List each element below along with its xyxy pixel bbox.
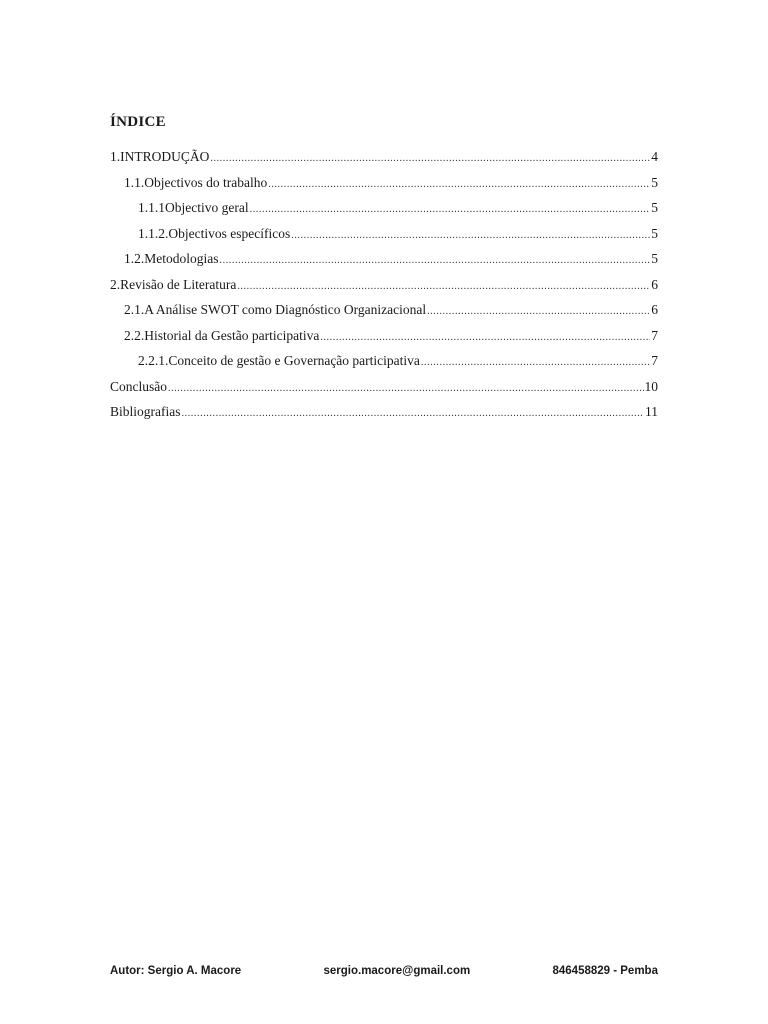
toc-entry[interactable] [110,403,658,429]
toc-entry-text: 1.1.1Objectivo geral [138,200,249,215]
toc-dot-leader [421,354,650,372]
footer-author: Autor: Sergio A. Macore [110,965,242,977]
toc-dot-leader [168,380,644,398]
toc-entry-text: 1.1.2.Objectivos específicos [138,225,291,241]
toc-entry-text: 1.INTRODUÇÃO [110,149,210,164]
toc-dot-leader [268,176,650,194]
toc-entry-page: 4 [651,149,658,164]
toc-entry-page: 5 [651,174,658,190]
toc-dot-leader [427,303,650,321]
toc-title: ÍNDICE [110,114,166,130]
toc-entry-page: 5 [651,200,658,215]
toc-entry-text: 2.2.1.Conceito de gestão e Governação participativa [138,353,420,368]
toc-entry-text: 1.2.Metodologias [124,251,219,266]
table-of-contents [110,148,658,429]
toc-entry-page: 11 [645,404,658,419]
toc-entry-page: 7 [651,327,658,343]
toc-entry-page: 5 [651,225,658,241]
footer-contact: 846458829 - Pemba [552,965,658,977]
toc-entry[interactable] [110,352,658,378]
toc-entry[interactable] [110,250,658,276]
toc-entry[interactable] [110,225,658,251]
toc-entry[interactable] [110,199,658,225]
toc-entry-page: 6 [651,302,658,317]
toc-entry-text: 1.1.Objectivos do trabalho [124,174,268,190]
toc-dot-leader [291,227,650,245]
footer-email: sergio.macore@gmail.com [323,965,471,977]
toc-entry-page: 10 [644,378,658,394]
toc-dot-leader [250,201,651,219]
toc-dot-leader [320,329,650,347]
toc-entry[interactable] [110,276,658,302]
toc-entry[interactable] [110,301,658,327]
toc-entry-text: 2.Revisão de Literatura [110,276,237,292]
toc-entry-page: 5 [651,251,658,266]
toc-dot-leader [220,252,651,270]
toc-dot-leader [210,150,650,168]
toc-entry-text: Conclusão [110,378,167,394]
toc-entry-text: 2.2.Historial da Gestão participativa [124,327,320,343]
toc-entry[interactable] [110,327,658,353]
toc-entry[interactable] [110,378,658,404]
toc-dot-leader [182,405,645,423]
toc-entry[interactable] [110,148,658,174]
toc-entry[interactable] [110,174,658,200]
toc-entry-text: Bibliografias [110,404,181,419]
toc-dot-leader [237,278,650,296]
toc-entry-page: 7 [651,353,658,368]
toc-entry-text: 2.1.A Análise SWOT como Diagnóstico Organizacional [124,302,427,317]
page-footer [110,965,658,977]
toc-entry-page: 6 [651,276,658,292]
